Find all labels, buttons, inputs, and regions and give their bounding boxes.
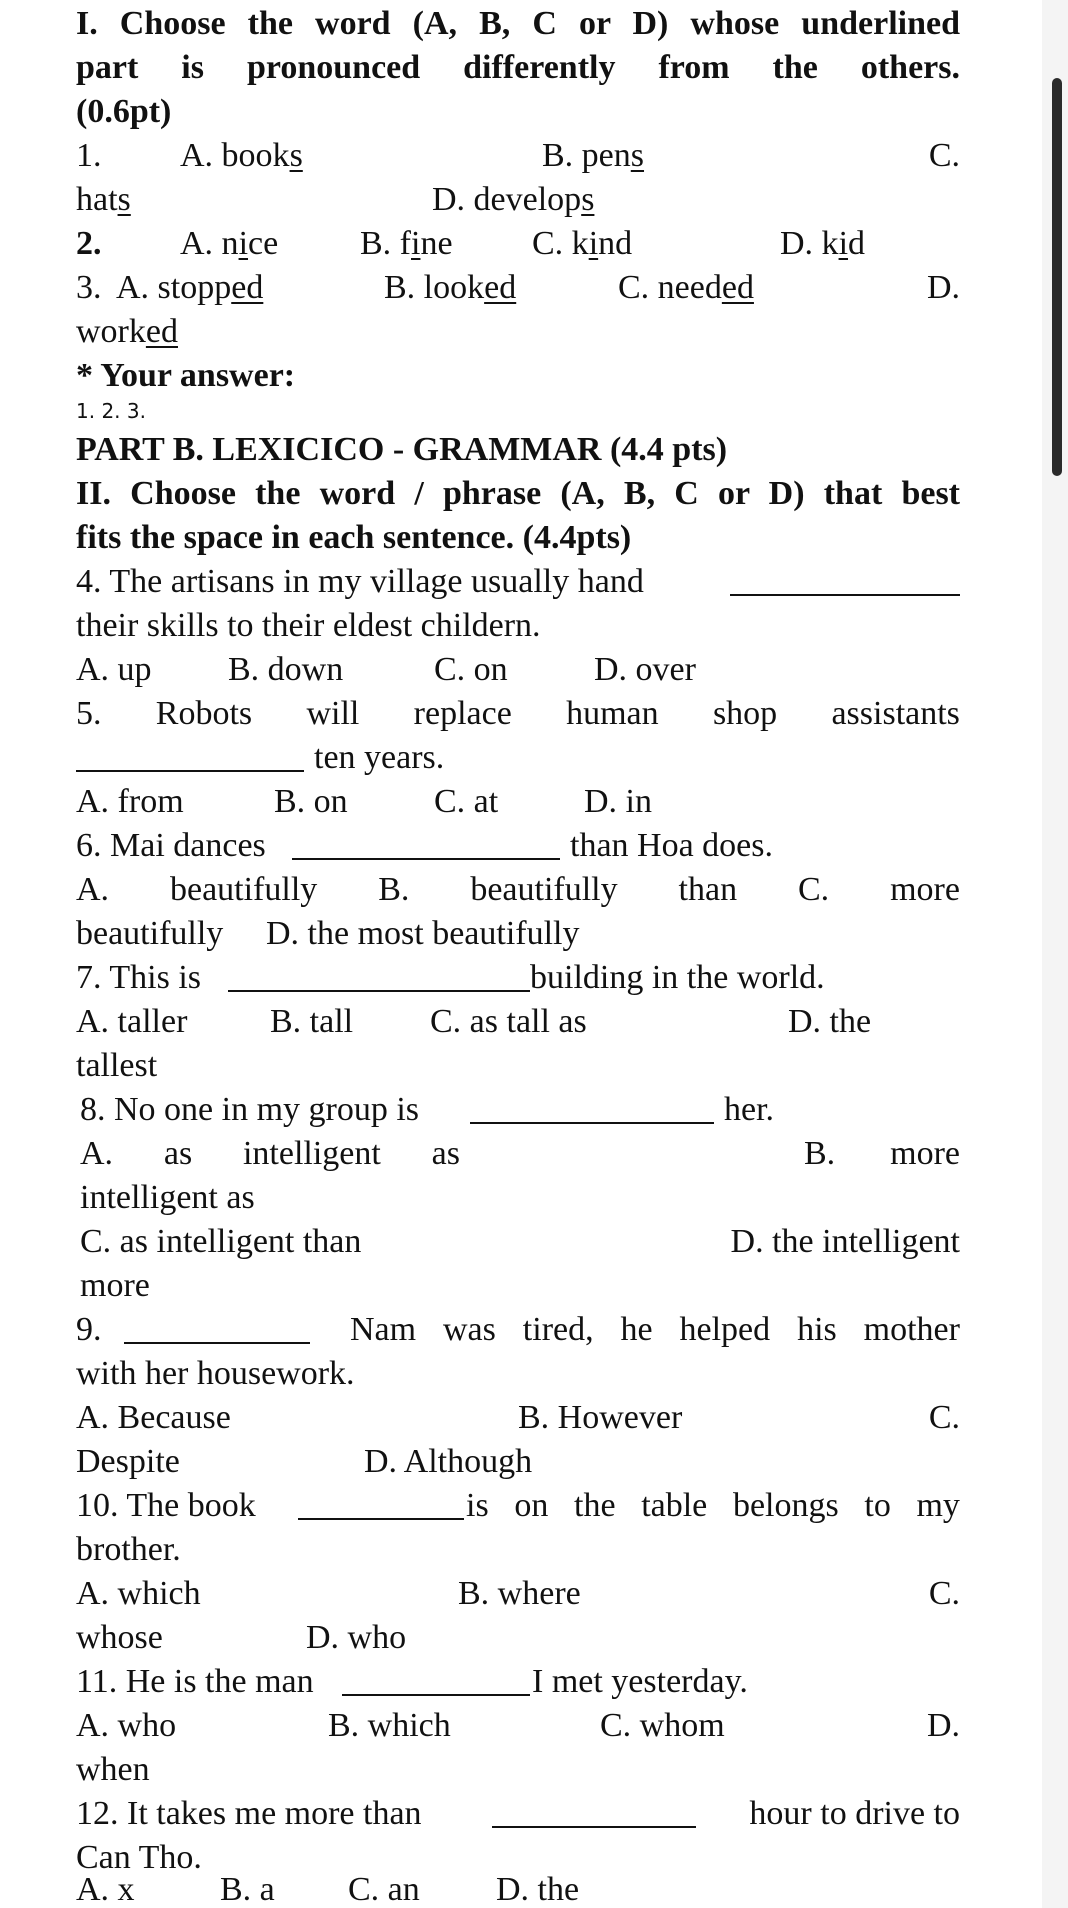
answer-blank[interactable] (292, 828, 560, 860)
option-d: tallest (76, 1047, 158, 1084)
option-d: worked (76, 313, 178, 350)
option-d: D. kid (780, 225, 866, 262)
option-d: D. over (594, 651, 696, 688)
option-d: when (76, 1751, 150, 1788)
option-c: Despite (76, 1443, 180, 1480)
option-a: A. x (76, 1871, 135, 1908)
option-d-label: D. (926, 1707, 960, 1744)
question-12-cont: Can Tho. (76, 1839, 202, 1876)
option-c: hats (76, 181, 131, 218)
part-a-heading-line-3: (0.6pt) (76, 93, 172, 130)
option-b: B. fine (360, 225, 453, 262)
option-d: D. the (496, 1871, 580, 1908)
option-b: B. pens (542, 137, 645, 174)
option-a: A. stopped (116, 269, 264, 306)
option-d: D. the intelligent (730, 1223, 960, 1260)
question-10-cont: brother. (76, 1531, 181, 1568)
part-a-heading-line-2: part is pronounced differently from the others. (76, 49, 960, 86)
question-5: 5. Robots will replace human shop assistants (76, 695, 960, 732)
answer-blank[interactable] (228, 960, 530, 992)
option-a: A. up (76, 651, 152, 688)
option-c: C. as tall as (430, 1003, 587, 1040)
part-a-heading-line-1: I. Choose the word (A, B, C or D) whose underlined (76, 5, 960, 42)
option-b: B. looked (384, 269, 517, 306)
your-answer-value: 1. 2. 3. (76, 399, 146, 423)
option-b: B. on (274, 783, 348, 820)
option-d: D. the most beautifully (266, 915, 580, 952)
option-b: B. where (458, 1575, 581, 1612)
option-a: A. as intelligent as (80, 1135, 460, 1172)
option-c: C. whom (600, 1707, 725, 1744)
option-c: C. kind (532, 225, 633, 262)
question-4-cont: their skills to their eldest childern. (76, 607, 541, 644)
option-a: A. Because (76, 1399, 231, 1436)
option-a: A. taller (76, 1003, 188, 1040)
part-b-heading-line-1: II. Choose the word / phrase (A, B, C or D) that best (76, 475, 960, 512)
option-a: A. from (76, 783, 184, 820)
option-a: A. who (76, 1707, 177, 1744)
option-a: A. books (180, 137, 303, 174)
option-c-label: C. (928, 1399, 960, 1436)
option-d: D. in (584, 783, 652, 820)
answer-blank[interactable] (124, 1312, 310, 1344)
part-b-heading-line-2: fits the space in each sentence. (4.4pts) (76, 519, 632, 556)
answer-blank[interactable] (342, 1664, 530, 1696)
option-c: C. as intelligent than (80, 1223, 362, 1260)
option-b: B. a (220, 1871, 275, 1908)
scrollbar-thumb[interactable] (1052, 78, 1062, 476)
question-9-cont: with her housework. (76, 1355, 355, 1392)
option-c-label: C. (928, 1575, 960, 1612)
option-d-label: D. (926, 269, 960, 306)
question-6-options: A. beautifully B. beautifully than C. more (76, 871, 960, 908)
option-d: D. Although (364, 1443, 533, 1480)
option-c-label: C. (928, 137, 960, 174)
option-c: C. needed (618, 269, 754, 306)
answer-blank[interactable] (730, 564, 960, 596)
answer-blank[interactable] (470, 1092, 714, 1124)
option-c: whose (76, 1619, 163, 1656)
option-a: A. which (76, 1575, 201, 1612)
part-b-title: PART B. LEXICICO - GRAMMAR (4.4 pts) (76, 431, 728, 468)
option-b-label: B. (804, 1135, 836, 1172)
option-d-label: D. the (788, 1003, 872, 1040)
answer-blank[interactable] (298, 1488, 464, 1520)
answer-blank[interactable] (76, 740, 304, 772)
answer-blank[interactable] (492, 1796, 696, 1828)
option-b: B. tall (270, 1003, 354, 1040)
option-a: A. nice (180, 225, 279, 262)
worksheet-page: I. Choose the word (A, B, C or D) whose underlined part is pronounced differently from the others. (0.6pt) 1. A. books B. pens C. hats D. develops 2. A. nice B. fine C. kind D. kid 3. A. stopped B. looked C. needed D. worked * Your answer: 1. 2. 3. PART B. LEXICICO - GRAMMAR (4.4 pts) II. Choose the word / phrase (A, B, C or D) that best fits the space in each sentence. (4.4pts) 4. The artisans in my village usually hand their skills to their eldest childern. A. up B. down C. on D. over 5. Robots will replace human shop assistants ten years. A. from B. on C. at D. in 6. Mai dances than Hoa does. A. beautifully B. beautifully than C. more beautifully D. the most beautifully 7. This is building in the world. A. taller B. tall C. as tall as D. the tallest 8. No one in my group is her. A. as intelligent as B. more intelligent as C. as intelligent than D. the intelligent more 9. Nam was tired, he helped his mother with her housework. A. Because B. However C. Despite D. Although 10. The book is on the table belongs to my brother. A. which B. where C. whose D. who 11. He is the man I met yesterday. A. who B. which C. whom D. when 12. It takes me more than hour to drive to Can Tho. A. x B. a C. an D. the (0, 0, 1068, 1908)
option-b: B. which (328, 1707, 451, 1744)
option-c: C. on (434, 651, 508, 688)
option-c: C. at (434, 783, 499, 820)
option-c: C. an (348, 1871, 420, 1908)
option-b: B. down (228, 651, 344, 688)
option-d: D. who (306, 1619, 407, 1656)
option-b: B. However (518, 1399, 683, 1436)
option-d: D. develops (432, 181, 595, 218)
your-answer-label: * Your answer: (76, 357, 296, 394)
